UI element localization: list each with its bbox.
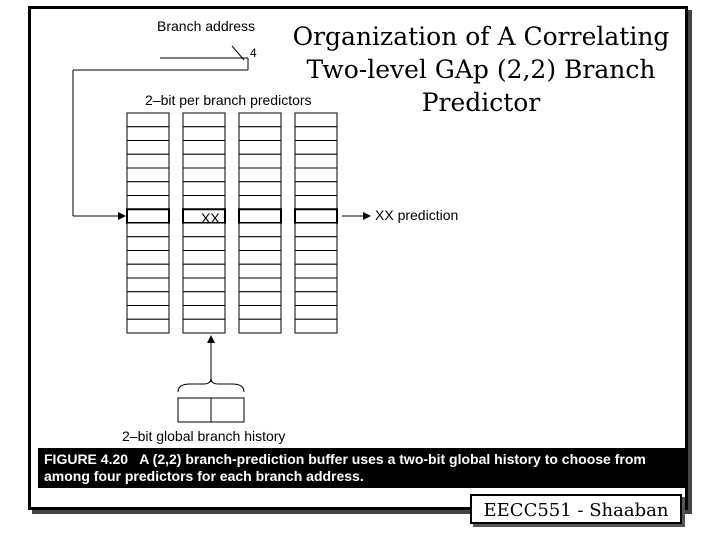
predictor-entry [127,154,169,168]
prediction-label: XX prediction [375,207,459,223]
predictor-entry [183,292,225,306]
history-brace [178,378,244,392]
predictor-entry [183,237,225,251]
predictor-entry [295,306,337,320]
predictor-entry [239,292,281,306]
predictor-entry [127,127,169,141]
predictor-entry [295,154,337,168]
predictor-entry [183,251,225,265]
predictor-entry [239,237,281,251]
predictor-entry [183,113,225,127]
predictor-entry [295,319,337,333]
predictor-entry [239,251,281,265]
history-label: 2–bit global branch history [122,428,286,444]
title-line-3: Predictor [421,88,541,117]
predictor-entry [127,278,169,292]
predictor-entry [127,209,169,223]
predictors-label: 2–bit per branch predictors [145,92,312,108]
predictor-entry [295,113,337,127]
predictor-entry [295,196,337,210]
predictor-column [239,113,281,333]
predictor-entry [127,113,169,127]
predictor-entry [127,223,169,237]
predictor-entry [295,182,337,196]
predictor-entry [295,209,337,223]
figure-label: FIGURE 4.20 [44,451,129,467]
predictor-entry [183,319,225,333]
figure-caption-text: A (2,2) branch-prediction buffer uses a two-bit global history to choose from among four predictors for each branch address. [44,451,646,484]
predictor-entry [239,264,281,278]
predictor-entry [127,196,169,210]
predictor-entry [239,182,281,196]
predictor-entry [183,127,225,141]
predictor-entry [183,168,225,182]
selected-entry-label: XX [201,210,220,226]
predictor-entry [239,196,281,210]
predictor-entry [127,319,169,333]
predictor-entry [183,154,225,168]
predictor-entry [239,127,281,141]
footer-label: EECC551 - Shaaban [470,494,682,524]
predictor-entry [127,292,169,306]
predictor-entry [239,168,281,182]
predictor-entry [183,196,225,210]
predictor-entry [183,264,225,278]
predictor-entry [127,306,169,320]
predictor-entry [127,264,169,278]
global-history-register [178,398,244,422]
predictor-entry [127,182,169,196]
predictor-entry [239,278,281,292]
predictor-entry [239,154,281,168]
predictor-entry [295,127,337,141]
predictor-entry [183,306,225,320]
predictor-entry [183,182,225,196]
predictor-column [295,113,337,333]
predictor-entry [183,278,225,292]
predictor-entry [239,223,281,237]
predictor-entry [127,168,169,182]
predictor-entry [295,251,337,265]
predictor-column [127,113,169,333]
predictor-entry [239,306,281,320]
predictor-entry [239,209,281,223]
title-line-2: Two-level GAp (2,2) Branch [306,55,656,84]
predictor-entry [127,141,169,155]
predictor-entry [295,223,337,237]
figure-caption [38,448,688,488]
predictor-entry [127,237,169,251]
title-line-1: Organization of A Correlating [292,22,670,51]
predictor-entry [239,141,281,155]
predictor-entry [295,237,337,251]
predictor-entry [295,278,337,292]
predictor-entry [239,319,281,333]
predictor-entry [239,113,281,127]
branch-address-label: Branch address [157,18,256,34]
predictor-entry [127,251,169,265]
predictor-columns [127,113,337,333]
address-bits-label: 4 [250,46,257,60]
predictor-entry [295,264,337,278]
predictor-entry [295,141,337,155]
predictor-entry [295,168,337,182]
predictor-entry [183,141,225,155]
predictor-entry [295,292,337,306]
